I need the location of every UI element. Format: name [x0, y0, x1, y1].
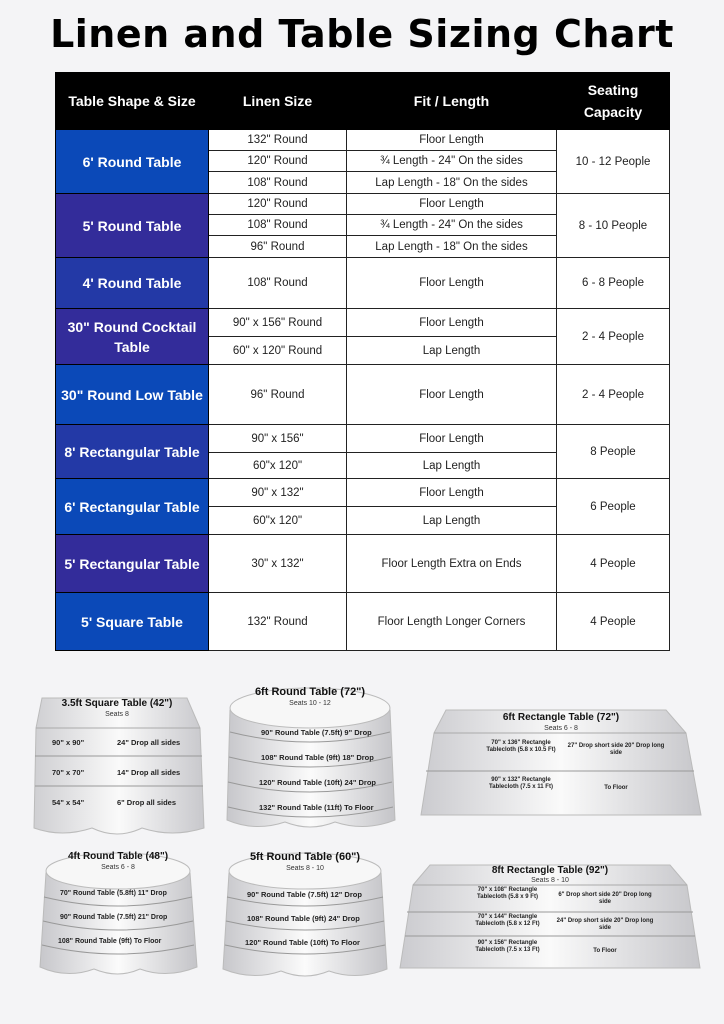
- linen-cell: 96" Round: [209, 236, 347, 258]
- cloth-size: 70" x 108" Rectangle Tablecloth (5.8 x 9 Ft): [477, 887, 538, 900]
- header-shape: Table Shape & Size: [56, 73, 209, 130]
- table-row: [56, 258, 670, 309]
- round-5ft-illustration: [215, 845, 395, 983]
- linen-cell: 60"x 120": [209, 507, 347, 535]
- linen-cell: 30" x 132": [209, 535, 347, 593]
- linen-cell: 60" x 120" Round: [209, 337, 347, 365]
- table-row: [56, 309, 670, 337]
- cloth-option: 90" Round Table (7.5ft) 9" Drop: [261, 728, 372, 737]
- round-4ft-illustration: [32, 845, 204, 980]
- cloth-option: 108" Round Table (9ft) 24" Drop: [247, 914, 360, 923]
- shape-cell: 30" Round Cocktail Table: [56, 309, 209, 365]
- shape-cell: 5' Square Table: [56, 593, 209, 651]
- rect-8ft-illustration: [395, 860, 705, 975]
- seating-cell: 6 People: [557, 479, 670, 535]
- seating-cell: 4 People: [557, 593, 670, 651]
- table-row: [56, 593, 670, 651]
- header-linen: Linen Size: [209, 73, 347, 130]
- page-title: Linen and Table Sizing Chart: [50, 12, 674, 56]
- illustration-seats: Seats 6 - 8: [101, 864, 135, 871]
- cloth-size: 70" x 144" Rectangle Tablecloth (5.8 x 12 Ft): [475, 914, 540, 927]
- cloth-drop: 6" Drop all sides: [117, 798, 176, 807]
- shape-cell: 6' Round Table: [56, 130, 209, 194]
- illustration-title: 5ft Round Table (60"): [249, 851, 361, 863]
- illustration-title: 6ft Round Table (72"): [254, 686, 366, 698]
- linen-cell: 90" x 156": [209, 425, 347, 453]
- linen-cell: 108" Round: [209, 172, 347, 194]
- fit-cell: Lap Length: [347, 507, 557, 535]
- fit-cell: Floor Length: [347, 479, 557, 507]
- sizing-table: [55, 72, 670, 651]
- fit-cell: Lap Length - 18" On the sides: [347, 172, 557, 194]
- table-header-row: [56, 73, 670, 130]
- cloth-size: 90" x 90": [52, 738, 85, 747]
- cloth-option: 90" Round Table (7.5ft) 21" Drop: [60, 914, 168, 921]
- linen-cell: 132" Round: [209, 130, 347, 151]
- header-seating: Seating Capacity: [557, 73, 670, 130]
- table-row: [56, 365, 670, 425]
- illustration-title: 4ft Round Table (48"): [67, 851, 169, 862]
- shape-cell: 8' Rectangular Table: [56, 425, 209, 479]
- table-row: [56, 535, 670, 593]
- fit-cell: ¾ Length - 24" On the sides: [347, 151, 557, 172]
- cloth-drop: 14" Drop all sides: [117, 768, 181, 777]
- table-row: [56, 194, 670, 215]
- cloth-drop: To Floor: [593, 948, 617, 954]
- fit-cell: Floor Length: [347, 258, 557, 309]
- square-table-illustration: [22, 688, 212, 840]
- cloth-drop: To Floor: [604, 785, 628, 791]
- table-row: [56, 479, 670, 507]
- table-row: [56, 425, 670, 453]
- linen-cell: 96" Round: [209, 365, 347, 425]
- illustration-seats: Seats 8: [105, 711, 129, 718]
- shape-cell: 30" Round Low Table: [56, 365, 209, 425]
- illustration-seats: Seats 8 - 10: [531, 877, 569, 884]
- cloth-drop: 27" Drop short side 20" Drop long side: [567, 743, 665, 756]
- illustration-seats: Seats 10 - 12: [289, 700, 331, 707]
- round-6ft-illustration: [215, 680, 405, 832]
- linen-cell: 108" Round: [209, 258, 347, 309]
- cloth-size: 70" x 136" Rectangle Tablecloth (5.8 x 10.5 Ft): [486, 740, 556, 753]
- linen-cell: 132" Round: [209, 593, 347, 651]
- cloth-size: 90" x 132" Rectangle Tablecloth (7.5 x 11 Ft): [489, 777, 553, 790]
- seating-cell: 8 - 10 People: [557, 194, 670, 258]
- rect-6ft-illustration: [416, 705, 706, 825]
- illustration-seats: Seats 8 - 10: [286, 865, 324, 872]
- linen-cell: 120" Round: [209, 151, 347, 172]
- cloth-option: 108" Round Table (9ft) To Floor: [58, 938, 162, 945]
- fit-cell: Floor Length: [347, 194, 557, 215]
- cloth-size: 54" x 54": [52, 798, 85, 807]
- fit-cell: Lap Length: [347, 337, 557, 365]
- linen-cell: 90" x 156" Round: [209, 309, 347, 337]
- linen-cell: 108" Round: [209, 215, 347, 236]
- linen-cell: 90" x 132": [209, 479, 347, 507]
- tablecloth-illustrations: [0, 660, 724, 1024]
- fit-cell: Floor Length: [347, 130, 557, 151]
- illustration-title: 6ft Rectangle Table (72"): [502, 712, 620, 723]
- shape-cell: 5' Rectangular Table: [56, 535, 209, 593]
- shape-cell: 5' Round Table: [56, 194, 209, 258]
- cloth-drop: 24" Drop short side 20" Drop long side: [556, 918, 654, 931]
- cloth-drop: 24" Drop all sides: [117, 738, 181, 747]
- fit-cell: Lap Length - 18" On the sides: [347, 236, 557, 258]
- seating-cell: 10 - 12 People: [557, 130, 670, 194]
- fit-cell: Floor Length: [347, 365, 557, 425]
- header-fit: Fit / Length: [347, 73, 557, 130]
- cloth-option: 70" Round Table (5.8ft) 11" Drop: [60, 890, 167, 897]
- seating-cell: 2 - 4 People: [557, 365, 670, 425]
- fit-cell: Floor Length: [347, 309, 557, 337]
- cloth-drop: 6" Drop short side 20" Drop long side: [558, 892, 652, 905]
- seating-cell: 6 - 8 People: [557, 258, 670, 309]
- cloth-option: 90" Round Table (7.5ft) 12" Drop: [247, 890, 362, 899]
- shape-cell: 6' Rectangular Table: [56, 479, 209, 535]
- table-row: [56, 130, 670, 151]
- fit-cell: ¾ Length - 24" On the sides: [347, 215, 557, 236]
- fit-cell: Lap Length: [347, 453, 557, 479]
- cloth-option: 120" Round Table (10ft) To Floor: [245, 938, 360, 947]
- seating-cell: 8 People: [557, 425, 670, 479]
- cloth-option: 120" Round Table (10ft) 24" Drop: [259, 778, 376, 787]
- cloth-size: 90" x 156" Rectangle Tablecloth (7.5 x 13 Ft): [475, 940, 540, 953]
- linen-cell: 60"x 120": [209, 453, 347, 479]
- illustration-title: 8ft Rectangle Table (92"): [491, 865, 609, 876]
- fit-cell: Floor Length Longer Corners: [347, 593, 557, 651]
- cloth-size: 70" x 70": [52, 768, 85, 777]
- cloth-option: 108" Round Table (9ft) 18" Drop: [261, 753, 374, 762]
- linen-cell: 120" Round: [209, 194, 347, 215]
- seating-cell: 2 - 4 People: [557, 309, 670, 365]
- shape-cell: 4' Round Table: [56, 258, 209, 309]
- illustration-title: 3.5ft Square Table (42"): [61, 698, 173, 709]
- seating-cell: 4 People: [557, 535, 670, 593]
- illustration-seats: Seats 6 - 8: [544, 725, 578, 732]
- fit-cell: Floor Length Extra on Ends: [347, 535, 557, 593]
- fit-cell: Floor Length: [347, 425, 557, 453]
- cloth-option: 132" Round Table (11ft) To Floor: [259, 803, 374, 812]
